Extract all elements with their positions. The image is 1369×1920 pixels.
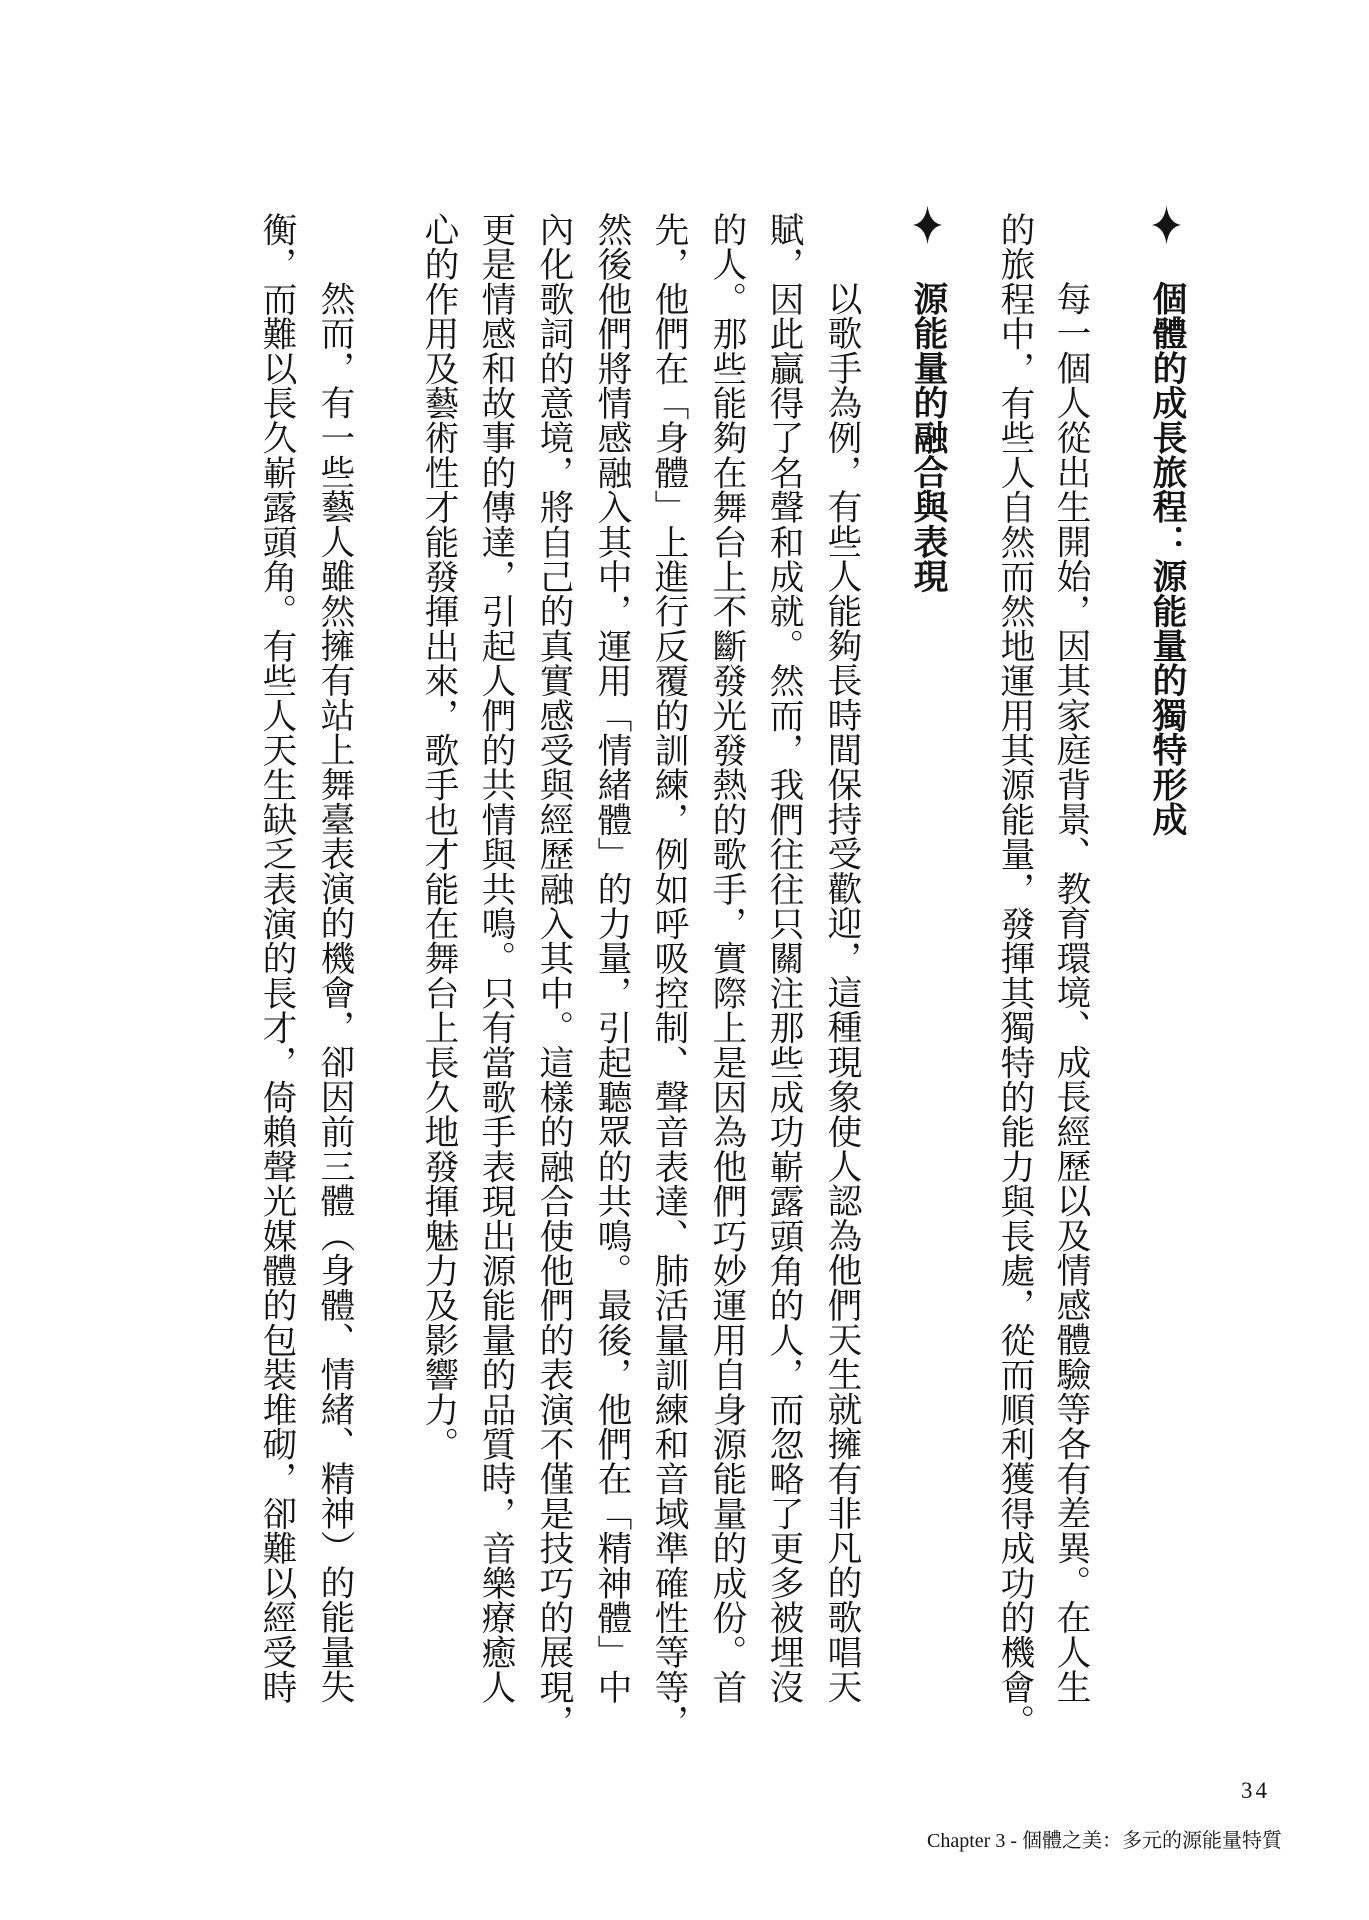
paragraph-line: 然而，有一些藝人雖然擁有站上舞臺表演的機會，卻因前三體（身體、情緒、精神）的能量失 xyxy=(314,281,354,1705)
paragraph-line: 以歌手為例，有些人能夠長時間保持受歡迎，這種現象使人認為他們天生就擁有非凡的歌唱天 xyxy=(821,281,861,1705)
paragraph-line: 衡，而難以長久嶄露頭角。有些人天生缺乏表演的長才，倚賴聲光媒體的包裝堆砌，卻難以經受時 xyxy=(256,212,296,1705)
running-footer: Chapter 3 - 個體之美：多元的源能量特質 xyxy=(927,1830,1282,1852)
paragraph-line: 心的作用及藝術性才能發揮出來，歌手也才能在舞台上長久地發揮魅力及影響力。 xyxy=(418,212,458,1462)
paragraph-line: 先，他們在「身體」上進行反覆的訓練，例如呼吸控制、聲音表達、肺活量訓練和音域準確性等等， xyxy=(648,212,688,1739)
paragraph-line: 賦，因此贏得了名聲和成就。然而，我們往往只關注那些成功嶄露頭角的人，而忽略了更多被埋沒 xyxy=(763,212,803,1705)
section-heading: 源能量的融合與表現 xyxy=(907,281,948,594)
paragraph-line: 每一個人從出生開始，因其家庭背景、教育環境、成長經歷以及情感體驗等各有差異。在人生 xyxy=(1050,281,1090,1705)
paragraph-line: 更是情感和故事的傳達，引起人們的共情與共鳴。只有當歌手表現出源能量的品質時，音樂療癒人 xyxy=(475,212,515,1705)
paragraph-line: 的旅程中，有些人自然而然地運用其源能量，發揮其獨特的能力與長處，從而順利獲得成功的機會。 xyxy=(994,212,1034,1739)
paragraph-line: 內化歌詞的意境，將自己的真實感受與經歷融入其中。這樣的融合使他們的表演不僅是技巧的展現， xyxy=(533,212,573,1739)
paragraph-line: 的人。那些能夠在舞台上不斷發光發熱的歌手，實際上是因為他們巧妙運用自身源能量的成份。首 xyxy=(706,212,746,1705)
page-number: 34 xyxy=(1241,1778,1270,1803)
paragraph-line: 然後他們將情感融入其中，運用「情緒體」的力量，引起聽眾的共鳴。最後，他們在「精神體」中 xyxy=(591,212,631,1705)
section-heading: 個體的成長旅程：源能量的獨特形成 xyxy=(1146,281,1187,837)
